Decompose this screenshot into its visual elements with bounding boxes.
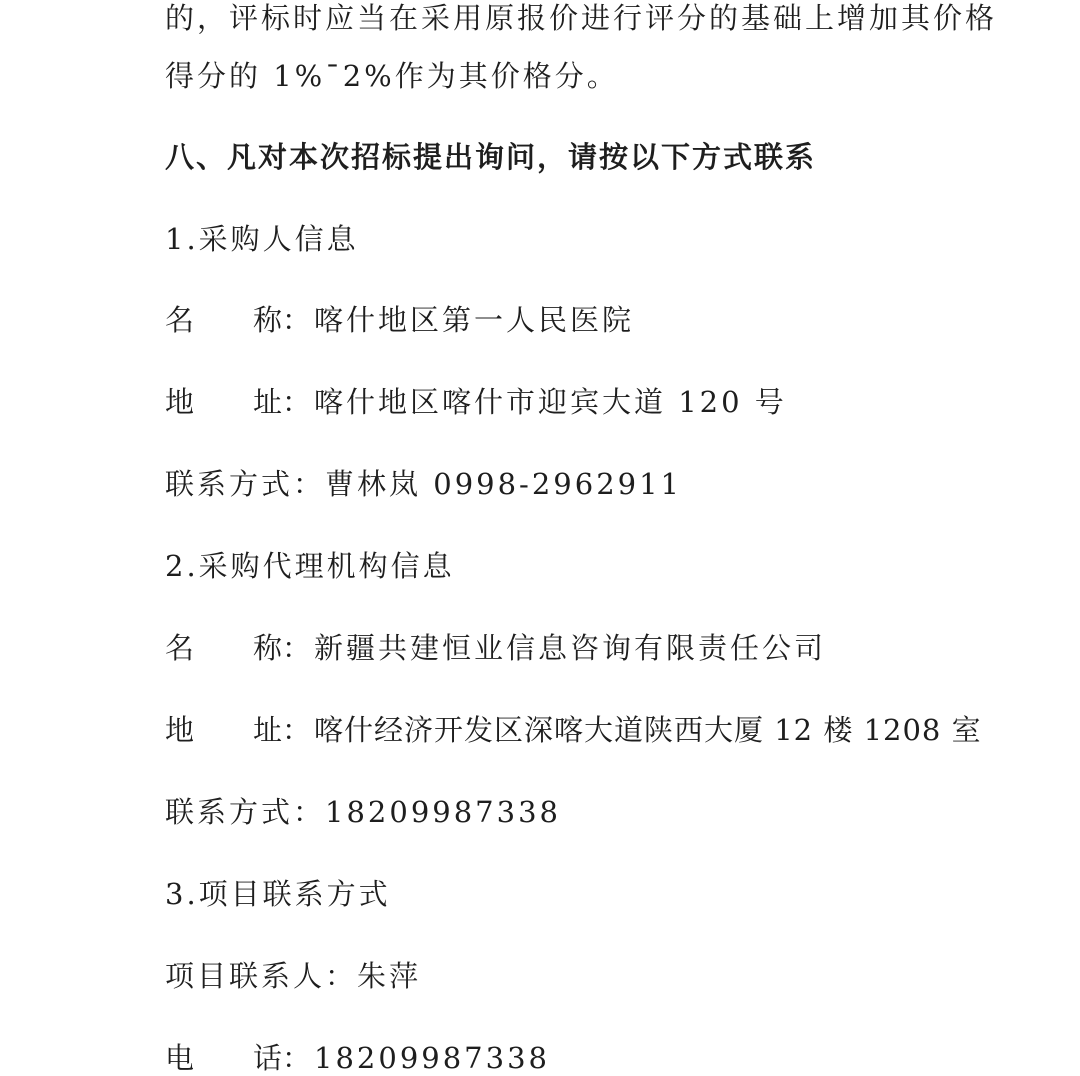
agency-address-row: [165, 712, 982, 748]
colon: ：: [282, 385, 315, 419]
project-contact-person-label: 项目联系人: [165, 959, 326, 993]
colon: ：: [325, 959, 358, 993]
label-char: 地: [165, 385, 195, 419]
label-char: 址: [253, 385, 283, 419]
agency-contact-value: 18209987338: [325, 795, 561, 829]
agency-address-value: 喀什经济开发区深喀大道陕西大厦 12 楼 1208 室: [314, 713, 982, 747]
project-contact-person-row: [165, 958, 421, 994]
purchaser-contact-label: 联系方式: [165, 467, 294, 501]
colon: ：: [282, 713, 315, 747]
purchaser-name-value: 喀什地区第一人民医院: [314, 303, 635, 337]
purchaser-title: 1.采购人信息: [165, 222, 359, 256]
purchaser-name-row: [165, 302, 634, 338]
purchaser-contact-value: 曹林岚 0998-2962911: [325, 467, 683, 501]
label-char: 名: [165, 631, 195, 665]
label-char: 话: [253, 1041, 283, 1075]
project-contact-person-value: 朱萍: [357, 959, 422, 993]
project-phone-value: 18209987338: [314, 1041, 550, 1075]
section-heading: 八、凡对本次招标提出询问，请按以下方式联系: [165, 140, 817, 174]
purchaser-address-label: [165, 384, 282, 420]
purchaser-address-value: 喀什地区喀什市迎宾大道 120 号: [314, 385, 787, 419]
colon: ：: [293, 795, 326, 829]
agency-contact-row: [165, 794, 561, 830]
colon: ：: [282, 1041, 315, 1075]
agency-name-row: [165, 630, 826, 666]
purchaser-address-row: [165, 384, 787, 420]
project-title: 3.项目联系方式: [165, 877, 391, 911]
agency-address-label: [165, 712, 282, 748]
label-char: 电: [165, 1041, 195, 1075]
colon: ：: [282, 631, 315, 665]
agency-name-label: [165, 630, 282, 666]
label-char: 称: [253, 303, 283, 337]
intro-paragraph-line-1: 的，评标时应当在采用原报价进行评分的基础上增加其价格: [165, 1, 998, 35]
agency-contact-label: 联系方式: [165, 795, 294, 829]
label-char: 址: [253, 713, 283, 747]
label-char: 名: [165, 303, 195, 337]
label-char: 称: [253, 631, 283, 665]
agency-name-value: 新疆共建恒业信息咨询有限责任公司: [314, 631, 827, 665]
agency-title: 2.采购代理机构信息: [165, 549, 455, 583]
colon: ：: [282, 303, 315, 337]
colon: ：: [293, 467, 326, 501]
label-char: 地: [165, 713, 195, 747]
intro-paragraph-line-2: 得分的 1%¯2%作为其价格分。: [165, 59, 619, 93]
purchaser-contact-row: [165, 466, 682, 502]
purchaser-name-label: [165, 302, 282, 338]
